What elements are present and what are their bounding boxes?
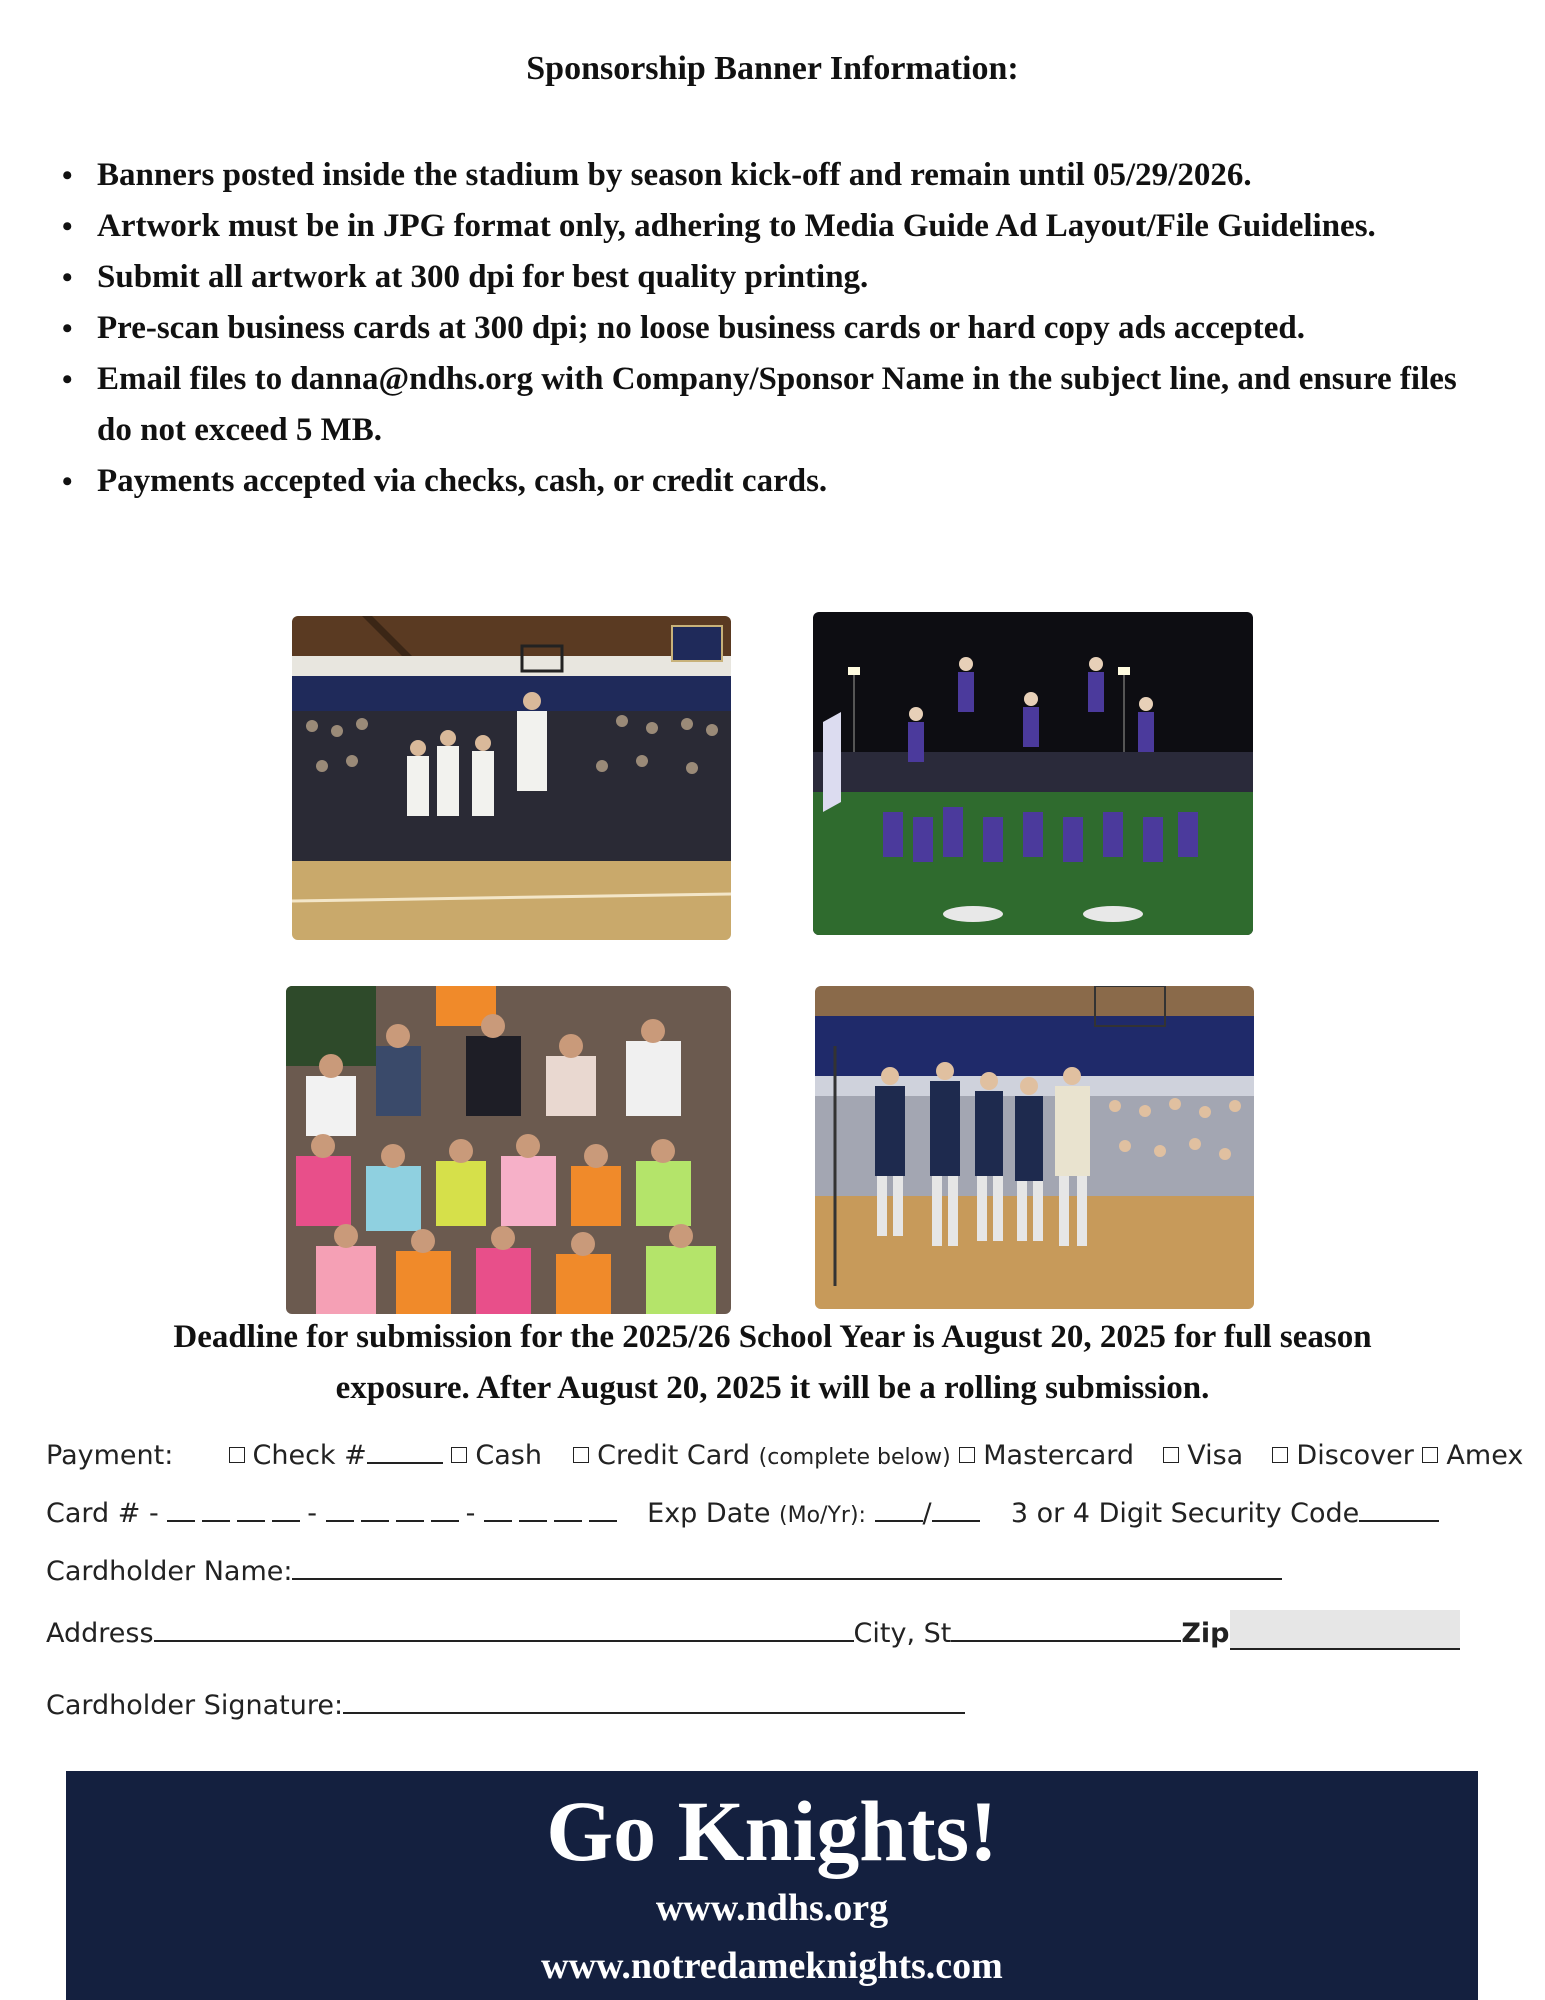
visa-option[interactable]: Visa bbox=[1163, 1440, 1243, 1471]
discover-option[interactable]: Discover bbox=[1272, 1440, 1413, 1471]
city-state-label: City, St bbox=[853, 1618, 952, 1649]
cardholder-name-label: Cardholder Name: bbox=[46, 1556, 293, 1587]
card-row bbox=[46, 1494, 1439, 1529]
payment-label: Payment: bbox=[46, 1440, 174, 1471]
exp-month-field[interactable] bbox=[875, 1494, 923, 1522]
address-label: Address bbox=[46, 1618, 154, 1649]
check-number-field[interactable] bbox=[367, 1436, 443, 1464]
checkbox-icon bbox=[1422, 1447, 1438, 1463]
deadline-line-2: exposure. After August 20, 2025 it will be a rolling submission. bbox=[335, 1370, 1210, 1406]
mastercard-option[interactable]: Mastercard bbox=[959, 1440, 1134, 1471]
cheer-photo bbox=[813, 612, 1253, 935]
security-code-label: 3 or 4 Digit Security Code bbox=[1010, 1498, 1360, 1529]
cardholder-name-field[interactable] bbox=[292, 1552, 1282, 1580]
exp-date-note: (Mo/Yr): bbox=[779, 1503, 866, 1528]
bullet-artwork-format: • Artwork must be in JPG format only, adhering to Media Guide Ad Layout/File Guidelines. bbox=[62, 201, 1492, 252]
bullet-banner-dates: • Banners posted inside the stadium by season kick-off and remain until 05/29/2026. bbox=[62, 150, 1492, 201]
credit-card-option[interactable]: Credit Card (complete below) bbox=[573, 1440, 951, 1471]
exp-date-slash: / bbox=[922, 1498, 932, 1529]
deadline-line-1: Deadline for submission for the 2025/26 School Year is August 20, 2025 for full season bbox=[173, 1319, 1372, 1355]
signature-field[interactable] bbox=[343, 1686, 965, 1714]
address-field[interactable] bbox=[154, 1614, 854, 1642]
athletics-website-link[interactable]: www.notredameknights.com bbox=[541, 1945, 1003, 1987]
bullet-payments: • Payments accepted via checks, cash, or credit cards. bbox=[62, 456, 1492, 507]
amex-option[interactable]: Amex bbox=[1422, 1440, 1523, 1471]
exp-year-field[interactable] bbox=[932, 1494, 980, 1522]
deadline-notice bbox=[40, 1312, 1505, 1414]
zip-field[interactable] bbox=[1230, 1610, 1460, 1650]
cardholder-name-row bbox=[46, 1552, 1282, 1587]
exp-date-label: Exp Date bbox=[647, 1498, 771, 1529]
crowd-photo bbox=[286, 986, 731, 1314]
bullet-business-cards: • Pre-scan business cards at 300 dpi; no loose business cards or hard copy ads accepted. bbox=[62, 303, 1492, 354]
checkbox-icon bbox=[1163, 1447, 1179, 1463]
signature-row bbox=[46, 1686, 965, 1721]
payment-row bbox=[46, 1436, 1523, 1471]
checkbox-icon bbox=[573, 1447, 589, 1463]
card-number-label: Card # - bbox=[46, 1498, 159, 1529]
check-option[interactable]: Check # bbox=[229, 1440, 443, 1471]
go-knights-banner bbox=[66, 1771, 1478, 2000]
address-row bbox=[46, 1610, 1460, 1650]
basketball-photo bbox=[292, 616, 731, 940]
card-number-field[interactable]: - - bbox=[167, 1498, 632, 1529]
school-website-link[interactable]: www.ndhs.org bbox=[655, 1887, 889, 1929]
signature-label: Cardholder Signature: bbox=[46, 1690, 344, 1721]
city-state-field[interactable] bbox=[951, 1614, 1181, 1642]
info-bullet-list bbox=[62, 150, 1492, 507]
security-code-field[interactable] bbox=[1359, 1494, 1439, 1522]
bullet-artwork-dpi: • Submit all artwork at 300 dpi for best quality printing. bbox=[62, 252, 1492, 303]
cash-option[interactable]: Cash bbox=[451, 1440, 542, 1471]
volleyball-photo bbox=[815, 986, 1254, 1309]
checkbox-icon bbox=[1272, 1447, 1288, 1463]
zip-label: Zip bbox=[1181, 1618, 1230, 1649]
page-title: Sponsorship Banner Information: bbox=[526, 50, 1019, 87]
checkbox-icon bbox=[959, 1447, 975, 1463]
banner-title: Go Knights! bbox=[546, 1783, 998, 1879]
bullet-email-files: • Email files to danna@ndhs.org with Company/Sponsor Name in the subject line, and ensure files do not exceed 5 MB. bbox=[62, 354, 1492, 456]
checkbox-icon bbox=[229, 1447, 245, 1463]
checkbox-icon bbox=[451, 1447, 467, 1463]
